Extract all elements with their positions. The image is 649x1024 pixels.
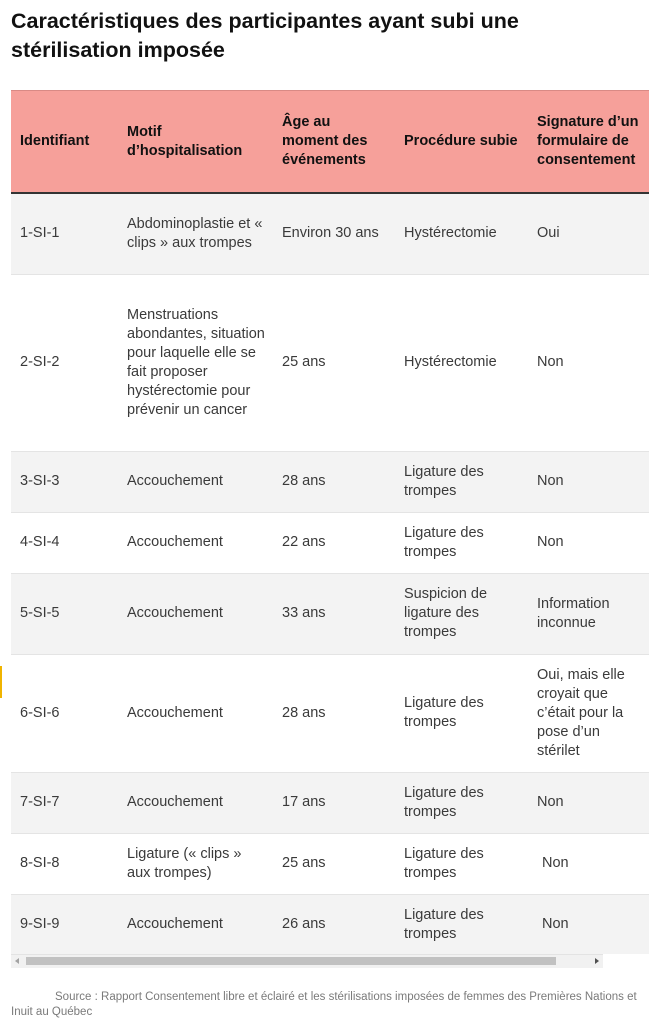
cell-identifiant: 7-SI-7 xyxy=(11,772,118,833)
cell-identifiant: 5-SI-5 xyxy=(11,573,118,654)
cell-age: 28 ans xyxy=(273,654,395,772)
cell-procedure: Ligature des trompes xyxy=(395,512,528,573)
table-scroll-container[interactable] xyxy=(11,90,649,954)
cell-motif: Ligature (« clips » aux trompes) xyxy=(118,833,273,894)
column-header-signature: Signature d’un formulaire de consentement xyxy=(528,91,649,194)
cell-signature: Oui xyxy=(528,193,649,274)
horizontal-scrollbar[interactable] xyxy=(11,954,603,968)
cell-identifiant: 2-SI-2 xyxy=(11,274,118,451)
cell-identifiant: 9-SI-9 xyxy=(11,894,118,954)
cell-motif: Accouchement xyxy=(118,451,273,512)
cell-identifiant: 4-SI-4 xyxy=(11,512,118,573)
table-row xyxy=(11,274,649,451)
cell-signature: Oui, mais elle croyait que c’était pour la pose d’un stérilet xyxy=(528,654,649,772)
cell-signature: Non xyxy=(528,772,649,833)
cell-age: 25 ans xyxy=(273,833,395,894)
cell-procedure: Ligature des trompes xyxy=(395,654,528,772)
cell-signature: Information inconnue xyxy=(528,573,649,654)
cell-procedure: Ligature des trompes xyxy=(395,833,528,894)
cell-age: 25 ans xyxy=(273,274,395,451)
cell-signature: Non xyxy=(528,894,649,954)
cell-age: 26 ans xyxy=(273,894,395,954)
cell-motif: Accouchement xyxy=(118,894,273,954)
cell-age: 33 ans xyxy=(273,573,395,654)
scrollbar-thumb[interactable] xyxy=(26,957,556,965)
table-body xyxy=(11,193,649,954)
page-title: Caractéristiques des participantes ayant subi une stérilisation imposée xyxy=(11,9,519,62)
cell-procedure: Hystérectomie xyxy=(395,274,528,451)
side-accent-mark xyxy=(0,666,2,698)
table-row xyxy=(11,573,649,654)
cell-procedure: Ligature des trompes xyxy=(395,772,528,833)
cell-procedure: Hystérectomie xyxy=(395,193,528,274)
cell-motif: Menstruations abondantes, situation pour laquelle elle se fait proposer hystérectomie pour prévenir un cancer xyxy=(118,274,273,451)
scroll-left-arrow-icon[interactable] xyxy=(15,958,19,964)
table-row xyxy=(11,512,649,573)
cell-age: 22 ans xyxy=(273,512,395,573)
table-row xyxy=(11,451,649,512)
cell-procedure: Suspicion de ligature des trompes xyxy=(395,573,528,654)
cell-motif: Accouchement xyxy=(118,573,273,654)
source-note xyxy=(11,990,641,1020)
table-row xyxy=(11,894,649,954)
cell-procedure: Ligature des trompes xyxy=(395,894,528,954)
header-row xyxy=(11,91,649,194)
column-header-age: Âge au moment des événements xyxy=(273,91,395,194)
cell-identifiant: 6-SI-6 xyxy=(11,654,118,772)
cell-signature: Non xyxy=(528,512,649,573)
column-header-procedure: Procédure subie xyxy=(395,91,528,194)
participants-table xyxy=(11,90,649,954)
cell-age: 17 ans xyxy=(273,772,395,833)
cell-motif: Accouchement xyxy=(118,772,273,833)
cell-identifiant: 1-SI-1 xyxy=(11,193,118,274)
table-row xyxy=(11,833,649,894)
cell-motif: Accouchement xyxy=(118,512,273,573)
cell-procedure: Ligature des trompes xyxy=(395,451,528,512)
cell-motif: Abdominoplastie et « clips » aux trompes xyxy=(118,193,273,274)
table-row xyxy=(11,654,649,772)
cell-age: 28 ans xyxy=(273,451,395,512)
source-text: Source : Rapport Consentement libre et éclairé et les stérilisations imposées de femmes des Premières Nations et Inuit au Québec xyxy=(11,991,637,1018)
scroll-right-arrow-icon[interactable] xyxy=(595,958,599,964)
column-header-motif: Motif d’hospitalisation xyxy=(118,91,273,194)
table-row xyxy=(11,193,649,274)
table-row xyxy=(11,772,649,833)
cell-age: Environ 30 ans xyxy=(273,193,395,274)
cell-signature: Non xyxy=(528,451,649,512)
cell-signature: Non xyxy=(528,274,649,451)
cell-identifiant: 3-SI-3 xyxy=(11,451,118,512)
cell-motif: Accouchement xyxy=(118,654,273,772)
cell-signature: Non xyxy=(528,833,649,894)
column-header-identifiant: Identifiant xyxy=(11,91,118,194)
table-header xyxy=(11,91,649,194)
cell-identifiant: 8-SI-8 xyxy=(11,833,118,894)
